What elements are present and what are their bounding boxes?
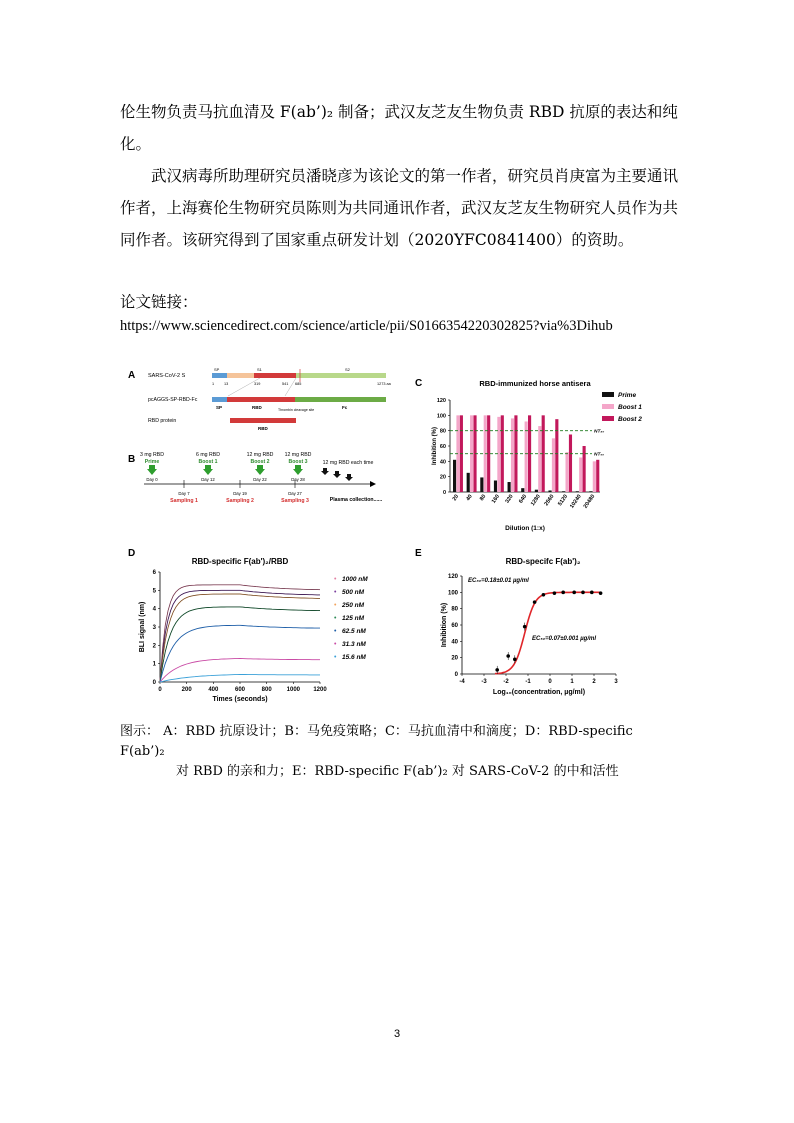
link-label: 论文链接： bbox=[120, 293, 198, 311]
chart-d-y-tick-label: 2 bbox=[152, 643, 156, 650]
row3-seg-rbd: RBD bbox=[258, 426, 268, 431]
legend-label: 500 nM bbox=[342, 589, 365, 596]
s2-segment bbox=[296, 373, 386, 378]
chart-d-y-label: BLI signal (nm) bbox=[139, 601, 146, 653]
bar-prime bbox=[494, 481, 497, 493]
chart-e-y-label: Inhibition (%) bbox=[441, 602, 448, 648]
bar-boost-1 bbox=[566, 452, 569, 492]
sampling-day: Day 27 bbox=[288, 491, 302, 496]
panel-a-row2-label: pcAGGS-SP-RBD-Fc bbox=[148, 397, 198, 403]
booster-arrow-icon bbox=[321, 468, 329, 475]
figure-caption bbox=[120, 722, 680, 782]
chart-c-x-tick-label: 640 bbox=[518, 493, 529, 505]
chart-e-y-tick-label: 80 bbox=[451, 606, 458, 613]
sampling-day: Day 19 bbox=[233, 491, 247, 496]
page-number: 3 bbox=[393, 1028, 401, 1040]
booster-arrow-icon bbox=[345, 474, 353, 481]
chart-c-title: RBD-immunized horse antisera bbox=[479, 379, 591, 388]
legend-swatch bbox=[602, 404, 614, 409]
chart-d-x-tick-label: 1200 bbox=[313, 687, 327, 693]
chart-d-y-tick-label: 4 bbox=[152, 606, 156, 613]
data-point bbox=[533, 600, 537, 604]
row1-seg-s1: S1 bbox=[257, 367, 262, 372]
data-point bbox=[572, 591, 576, 595]
chart-c-x-tick-label: 80 bbox=[478, 493, 488, 503]
chart-c-x-tick-label: 40 bbox=[465, 493, 474, 503]
bar-prime bbox=[467, 473, 470, 492]
kinetic-curve bbox=[160, 607, 320, 682]
chart-c-x-label: Dilution (1:x) bbox=[505, 525, 545, 532]
chart-d-x-tick-label: 0 bbox=[158, 687, 162, 693]
chart-c-x-tick-label: 20480 bbox=[582, 493, 597, 510]
rbd-segment-row2 bbox=[227, 397, 295, 402]
chart-e-x-tick-label: 1 bbox=[570, 679, 574, 685]
bar-boost-1 bbox=[511, 418, 514, 492]
legend-marker: • bbox=[334, 615, 337, 622]
bar-boost-1 bbox=[579, 458, 582, 493]
dose-arrow-icon bbox=[293, 465, 303, 475]
rbd-protein-segment bbox=[230, 418, 296, 423]
bar-boost-2 bbox=[583, 446, 586, 492]
dose-amount: 12 mg RBD bbox=[246, 452, 274, 458]
chart-e-y-tick-label: 0 bbox=[454, 672, 458, 678]
dose-arrow-icon bbox=[203, 465, 213, 475]
legend-marker: • bbox=[334, 576, 337, 583]
fit-curve bbox=[160, 607, 320, 682]
chart-c-y-tick-label: 40 bbox=[439, 459, 446, 466]
data-point bbox=[590, 591, 594, 595]
thrombin-label: Thrombin cleavage site bbox=[278, 408, 315, 412]
dose-amount: 3 mg RBD bbox=[140, 452, 164, 458]
sampling-day: Day 7 bbox=[178, 491, 190, 496]
chart-c-x-tick-label: 1280 bbox=[529, 493, 542, 508]
dose-amount: 12 mg RBD bbox=[284, 452, 312, 458]
bar-prime bbox=[535, 490, 538, 492]
fit-curve bbox=[495, 592, 601, 673]
chart-e-x-tick-label: -3 bbox=[481, 679, 487, 685]
dose-amount: 6 mg RBD bbox=[196, 452, 220, 458]
chart-e-x-label: Log₁₀(concentration, µg/ml) bbox=[492, 689, 586, 696]
chart-d-x-tick-label: 200 bbox=[181, 687, 192, 693]
data-point bbox=[542, 593, 546, 597]
sp-segment bbox=[212, 373, 227, 378]
legend-label: Boost 1 bbox=[618, 404, 642, 411]
data-point bbox=[553, 591, 557, 595]
bar-prime bbox=[562, 491, 565, 492]
bar-boost-1 bbox=[552, 438, 555, 492]
row2-seg-rbd: RBD bbox=[252, 405, 262, 410]
bar-boost-1 bbox=[525, 421, 528, 492]
row2-seg-fc: Fc bbox=[342, 405, 348, 410]
dose-day: Day 28 bbox=[291, 477, 305, 482]
dose-name: Boost 3 bbox=[288, 459, 308, 465]
bar-boost-2 bbox=[596, 460, 599, 492]
chart-e-x-tick-label: 2 bbox=[592, 679, 596, 685]
chart-c-y-tick-label: 100 bbox=[436, 413, 446, 420]
legend-label: 125 nM bbox=[342, 615, 365, 622]
legend-marker: • bbox=[334, 589, 337, 596]
chart-c-x-tick-label: 5120 bbox=[557, 493, 570, 508]
chart-e-x-tick-label: -1 bbox=[525, 679, 531, 685]
sampling-name: Sampling 2 bbox=[226, 498, 254, 504]
dose-name: Prime bbox=[144, 459, 160, 465]
caption-line-1: 图示： A：RBD 抗原设计；B：马免疫策略；C：马抗血清中和滴度；D：RBD-specific F(ab’)₂ bbox=[120, 724, 633, 759]
legend-label: 31.3 nM bbox=[342, 641, 366, 648]
bar-prime bbox=[576, 491, 579, 492]
panel-c-letter: C bbox=[415, 378, 423, 389]
chart-c-y-tick-label: 120 bbox=[436, 398, 446, 404]
legend-label: Boost 2 bbox=[618, 416, 642, 423]
chart-e-x-tick-label: 3 bbox=[614, 679, 618, 685]
ec50-annotation: EC₅₀=0.07±0.001 µg/ml bbox=[532, 636, 597, 642]
legend-marker: • bbox=[334, 628, 337, 635]
dose-name: Boost 2 bbox=[250, 459, 270, 465]
sp-segment-row2 bbox=[212, 397, 227, 402]
legend-swatch bbox=[602, 416, 614, 421]
legend-label: 250 nM bbox=[342, 602, 365, 609]
chart-d-x-label: Times (seconds) bbox=[212, 696, 268, 703]
paragraph-1 bbox=[120, 96, 680, 160]
chart-c-x-tick-label: 320 bbox=[504, 493, 515, 505]
row1-num-2: 13 bbox=[224, 382, 229, 386]
dose-day: Day 22 bbox=[253, 477, 267, 482]
bar-prime bbox=[589, 491, 592, 492]
legend-marker: • bbox=[334, 602, 337, 609]
row1-seg-s2: S2 bbox=[345, 367, 350, 372]
chart-e-x-tick-label: -2 bbox=[503, 679, 509, 685]
chart-e-y-tick-label: 60 bbox=[451, 623, 458, 629]
paragraph-2: 武汉病毒所助理研究员潘晓彦为该论文的第一作者，研究员肖庚富为主要通讯作者，上海赛伦生物研究员陈则为共同通讯作者，武汉友芝友生物研究人员作为共同作者。该研究得到了国家重点研发计划（2020YFC0841400）的资助。 bbox=[120, 167, 679, 249]
panel-a-letter: A bbox=[128, 370, 136, 381]
chart-d-y-tick-label: 1 bbox=[152, 661, 156, 668]
chart-c-y-tick-label: 0 bbox=[442, 490, 446, 496]
panel-c bbox=[415, 378, 642, 532]
chart-c-x-tick-label: 2560 bbox=[543, 493, 556, 508]
chart-d-x-tick-label: 600 bbox=[234, 687, 246, 693]
chart-d-x-tick-label: 800 bbox=[261, 687, 272, 693]
ec80-annotation: EC₈₀=0.18±0.01 µg/ml bbox=[468, 578, 529, 584]
chart-c-y-tick-label: 60 bbox=[439, 444, 446, 450]
data-point bbox=[581, 591, 585, 595]
legend-marker: • bbox=[334, 641, 337, 648]
kinetic-curve bbox=[160, 675, 320, 683]
chart-d-y-tick-label: 3 bbox=[152, 625, 156, 631]
panel-a bbox=[128, 367, 392, 431]
chart-e-y-tick-label: 100 bbox=[447, 590, 458, 597]
figure bbox=[120, 364, 675, 704]
bar-boost-1 bbox=[593, 461, 596, 492]
bar-prime bbox=[548, 490, 551, 492]
chart-e-y-tick-label: 20 bbox=[451, 655, 458, 662]
fit-curve bbox=[160, 590, 320, 682]
fc-segment bbox=[295, 397, 386, 402]
bar-boost-2 bbox=[555, 419, 558, 492]
row1-seg-sp: SP bbox=[214, 367, 220, 372]
plasma-label: Plasma collection...... bbox=[329, 497, 383, 503]
chart-c-y-label: Inhibition (%) bbox=[432, 427, 438, 465]
rbd-segment-row1 bbox=[254, 373, 302, 378]
panel-e bbox=[415, 548, 618, 696]
bar-prime bbox=[508, 482, 511, 492]
row1-num-1: 1 bbox=[212, 382, 215, 386]
bar-boost-1 bbox=[538, 426, 541, 492]
chart-c-x-tick-label: 20 bbox=[451, 493, 461, 503]
row1-num-5: 685 bbox=[295, 382, 302, 386]
row2-seg-sp: SP bbox=[216, 405, 223, 410]
row1-num-4: 541 bbox=[282, 382, 289, 386]
kinetic-curve bbox=[160, 590, 320, 682]
chart-c-x-tick-label: 10240 bbox=[569, 493, 583, 510]
kinetic-curve bbox=[160, 659, 320, 683]
dose-arrow-icon bbox=[147, 465, 157, 475]
chart-c-x-tick-label: 160 bbox=[490, 493, 502, 505]
panel-d-letter: D bbox=[128, 548, 136, 559]
dose-day: Day 12 bbox=[201, 477, 215, 482]
dose-arrow-icon bbox=[255, 465, 265, 475]
legend-label: 62.5 nM bbox=[342, 628, 366, 635]
chart-d-x-tick-label: 1000 bbox=[286, 687, 301, 693]
panel-b bbox=[128, 452, 383, 504]
dose-day: Day 0 bbox=[146, 477, 158, 482]
each-time-label: 12 mg RBD each time bbox=[322, 460, 374, 466]
bar-boost-2 bbox=[569, 435, 572, 493]
chart-e-y-tick-label: 120 bbox=[447, 574, 458, 580]
bar-prime bbox=[480, 477, 483, 492]
panel-e-letter: E bbox=[415, 548, 422, 559]
bar-prime bbox=[521, 488, 524, 492]
chart-c-y-tick-label: 20 bbox=[439, 474, 446, 481]
data-point bbox=[561, 591, 565, 595]
reference-line-label: NT₈₀ bbox=[594, 429, 605, 435]
dose-name: Boost 1 bbox=[198, 459, 218, 465]
panel-a-row1-label: SARS-CoV-2 S bbox=[148, 373, 186, 379]
legend-marker: • bbox=[334, 654, 337, 661]
chart-e-title: RBD-specifc F(ab')₂ bbox=[505, 557, 581, 566]
chart-d-y-tick-label: 0 bbox=[152, 680, 156, 686]
bar-boost-1 bbox=[497, 417, 500, 492]
chart-d-y-tick-label: 6 bbox=[152, 570, 156, 576]
chart-e-x-tick-label: -4 bbox=[459, 679, 465, 685]
chart-e-y-tick-label: 40 bbox=[451, 639, 458, 646]
legend-label: 15.6 nM bbox=[342, 654, 366, 661]
chart-e-x-tick-label: 0 bbox=[548, 679, 552, 685]
sampling-name: Sampling 3 bbox=[281, 498, 309, 504]
chart-d-x-tick-label: 400 bbox=[208, 687, 219, 693]
panel-a-row3-label: RBD protein bbox=[148, 418, 177, 424]
sampling-name: Sampling 1 bbox=[170, 498, 198, 504]
paragraph-1-line-1: 伦生物负责马抗血清及 F(ab’)₂ 制备；武汉友芝友生物负责 RBD 抗原的表达和纯 bbox=[120, 103, 678, 121]
row1-num-3: 319 bbox=[254, 382, 261, 386]
kinetic-curve bbox=[160, 625, 320, 682]
chart-d-y-tick-label: 5 bbox=[152, 588, 156, 595]
caption-line-2: 对 RBD 的亲和力；E：RBD-specific F(ab’)₂ 对 SARS-CoV-2 的中和活性 bbox=[176, 764, 619, 779]
row1-num-6: 1273 aa bbox=[377, 382, 391, 386]
chart-d-title: RBD-specific F(ab')₂/RBD bbox=[191, 557, 289, 566]
legend-swatch bbox=[602, 392, 614, 397]
data-point bbox=[599, 591, 603, 595]
legend-label: 1000 nM bbox=[342, 576, 368, 583]
booster-arrow-icon bbox=[333, 471, 341, 478]
bar-prime bbox=[453, 460, 456, 492]
legend-label: Prime bbox=[618, 392, 637, 399]
timeline-arrowhead bbox=[370, 481, 376, 487]
paragraph-1-line-2: 化。 bbox=[120, 135, 152, 153]
panel-b-letter: B bbox=[128, 454, 136, 465]
reference-line-label: NT₅₀ bbox=[594, 452, 605, 458]
paper-link[interactable]: https://www.sciencedirect.com/science/article/pii/S0166354220302825?via%3Dihub bbox=[120, 318, 613, 334]
chart-c-y-tick-label: 80 bbox=[439, 428, 446, 435]
panel-d bbox=[128, 548, 368, 703]
